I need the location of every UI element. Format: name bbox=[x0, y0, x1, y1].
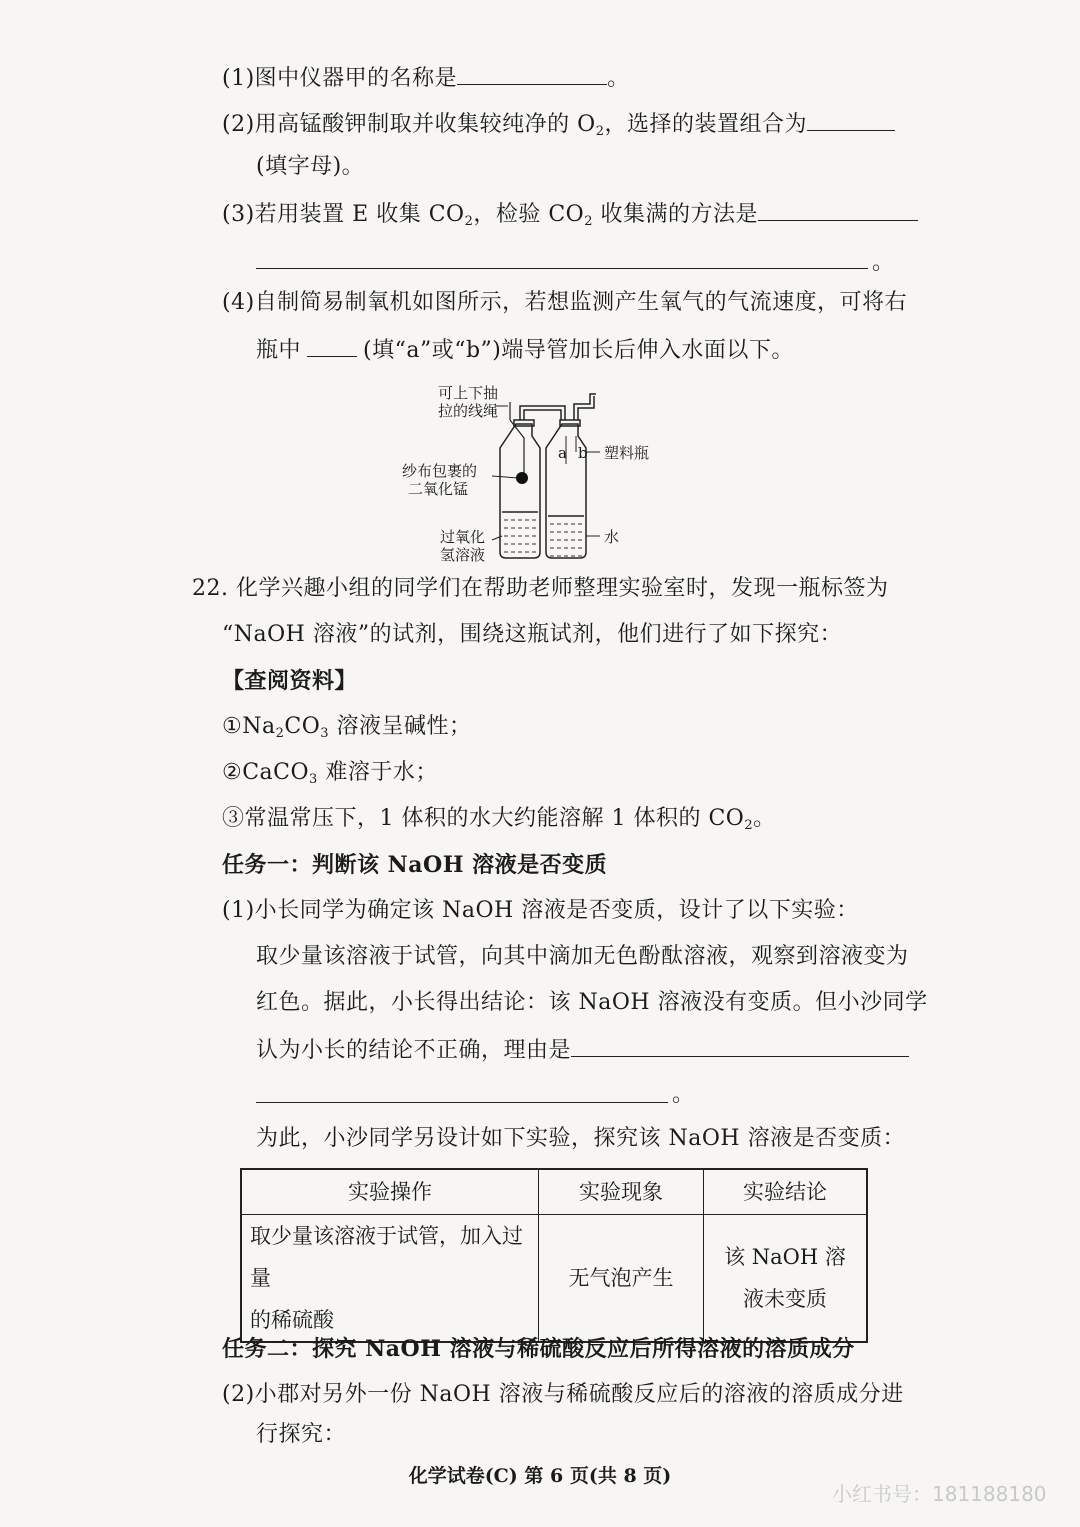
left-cap bbox=[514, 420, 534, 426]
task1-end: 。 bbox=[672, 1082, 695, 1107]
q4-line-2 bbox=[256, 334, 794, 366]
table-header: 实验现象 bbox=[539, 1169, 704, 1215]
q4-text-3: (填“a”或“b”)端导管加长后伸入水面以下。 bbox=[363, 338, 794, 363]
answer-blank bbox=[307, 334, 357, 357]
ref1-sub-2: 3 bbox=[320, 726, 330, 741]
watermark: 小红书号：181188180 bbox=[832, 1482, 1047, 1506]
ref3-sub: 2 bbox=[744, 818, 754, 833]
connecting-tube bbox=[520, 406, 565, 420]
task1-title: 任务一：判断该 NaOH 溶液是否变质 bbox=[222, 852, 608, 878]
q2-subscript: 2 bbox=[595, 124, 605, 139]
ref-item-1 bbox=[222, 712, 472, 742]
cell-text: 该 NaOH 溶 bbox=[724, 1245, 846, 1269]
q2-text-3: (填字母)。 bbox=[256, 154, 365, 179]
label-a: a bbox=[558, 444, 567, 462]
page-footer: 化学试卷(C) 第 6 页(共 8 页) bbox=[408, 1465, 672, 1487]
q4-text: (4)自制简易制氧机如图所示，若想监测产生氧气的气流速度，可将右 bbox=[222, 290, 908, 315]
ref2-text-2: 难溶于水； bbox=[317, 760, 438, 785]
q1-text: (1)图中仪器甲的名称是 bbox=[222, 66, 458, 91]
table-row bbox=[241, 1215, 867, 1343]
label-h2o2: 过氧化 bbox=[440, 528, 486, 546]
q2-text: (2)用高锰酸钾制取并收集较纯净的 O bbox=[222, 112, 596, 137]
ref-title: 【查阅资料】 bbox=[222, 668, 358, 694]
ref1-text-3: 溶液呈碱性； bbox=[329, 714, 472, 739]
table-header-row bbox=[241, 1169, 867, 1215]
ref-item-2 bbox=[222, 758, 438, 788]
task1-text-3: 认为小长的结论不正确，理由是 bbox=[256, 1038, 572, 1063]
manganese-dioxide-ball bbox=[516, 472, 528, 484]
q3-subscript: 2 bbox=[464, 214, 474, 229]
cell-text: 取少量该溶液于试管，加入过量 bbox=[250, 1224, 523, 1290]
task1-q1: (1)小长同学为确定该 NaOH 溶液是否变质，设计了以下实验： bbox=[222, 898, 859, 923]
q1-end: 。 bbox=[607, 66, 630, 91]
ref3-text: ③常温常压下，1 体积的水大约能溶解 1 体积的 CO bbox=[222, 806, 745, 831]
label-gauze-2: 二氧化锰 bbox=[408, 480, 469, 498]
q2-line bbox=[222, 108, 895, 140]
cell-text: 的稀硫酸 bbox=[250, 1308, 334, 1332]
q3-text-3: 收集满的方法是 bbox=[593, 202, 759, 227]
q22-intro-2: “NaOH 溶液”的试剂，围绕这瓶试剂，他们进行了如下探究： bbox=[222, 622, 843, 647]
table-header: 实验结论 bbox=[704, 1169, 868, 1215]
task2-title: 任务二：探究 NaOH 溶液与稀硫酸反应后所得溶液的溶质成分 bbox=[222, 1336, 855, 1362]
q3-text-2: ，检验 CO bbox=[473, 202, 585, 227]
q22-intro: 22. 化学兴趣小组的同学们在帮助老师整理实验室时，发现一瓶标签为 bbox=[192, 576, 889, 601]
answer-blank bbox=[758, 198, 918, 221]
q3-subscript-2: 2 bbox=[584, 214, 594, 229]
string bbox=[510, 402, 524, 478]
ref3-text-2: 。 bbox=[753, 806, 776, 831]
left-bottle bbox=[500, 424, 540, 558]
q4-text-2: 瓶中 bbox=[256, 338, 302, 363]
ref-item-3 bbox=[222, 804, 776, 834]
table-cell-conclusion bbox=[704, 1215, 868, 1343]
table-header: 实验操作 bbox=[241, 1169, 539, 1215]
right-cap bbox=[560, 420, 580, 426]
answer-blank-long bbox=[256, 268, 868, 269]
label-string: 可上下抽 bbox=[438, 384, 499, 402]
ref1-text-2: CO bbox=[284, 714, 321, 739]
q2-text-2: ，选择的装置组合为 bbox=[604, 112, 807, 137]
task1-text: 取少量该溶液于试管，向其中滴加无色酚酞溶液，观察到溶液变为 bbox=[256, 944, 909, 969]
label-water: 水 bbox=[604, 528, 620, 546]
answer-blank-long bbox=[256, 1102, 668, 1103]
answer-blank bbox=[457, 62, 607, 85]
q2-line-2 bbox=[256, 152, 364, 182]
label-h2o2-2: 氢溶液 bbox=[440, 546, 486, 564]
answer-blank bbox=[807, 108, 895, 131]
table-cell-operation bbox=[241, 1215, 539, 1343]
cell-text: 液未变质 bbox=[743, 1287, 827, 1311]
answer-blank bbox=[571, 1034, 909, 1057]
ref2-text: ②CaCO bbox=[222, 760, 310, 785]
table-cell-phenomenon: 无气泡产生 bbox=[539, 1215, 704, 1343]
q3-text: (3)若用装置 E 收集 CO bbox=[222, 202, 465, 227]
ref1-sub: 2 bbox=[275, 726, 285, 741]
experiment-table bbox=[240, 1168, 868, 1343]
q3-end: 。 bbox=[872, 250, 895, 275]
task2-q2-2: 行探究： bbox=[256, 1422, 347, 1447]
ref1-text: ①Na bbox=[222, 714, 276, 739]
label-gauze: 纱布包裹的 bbox=[402, 462, 478, 480]
q1-line bbox=[222, 62, 630, 94]
label-string-2: 拉的线绳 bbox=[438, 402, 499, 420]
label-b: b bbox=[578, 444, 588, 462]
task2-q2: (2)小郡对另外一份 NaOH 溶液与稀硫酸反应后的溶液的溶质成分进 bbox=[222, 1382, 904, 1407]
task1-text-2: 红色。据此，小长得出结论：该 NaOH 溶液没有变质。但小沙同学 bbox=[256, 990, 928, 1015]
q3-line bbox=[222, 198, 918, 230]
task1-text-4: 为此，小沙同学另设计如下实验，探究该 NaOH 溶液是否变质： bbox=[256, 1126, 906, 1151]
label-bottle: 塑料瓶 bbox=[604, 444, 650, 462]
ref2-sub: 3 bbox=[309, 772, 318, 787]
task1-line-4 bbox=[256, 1034, 909, 1066]
q4-line bbox=[222, 288, 907, 318]
